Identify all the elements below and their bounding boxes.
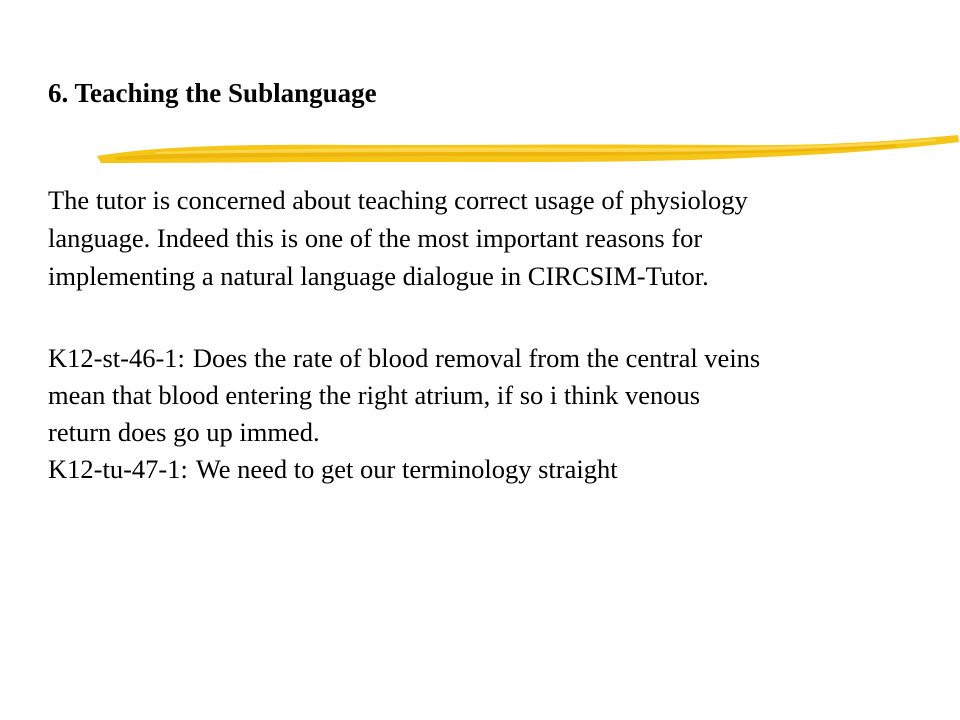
yellow-brush-stroke-divider — [95, 132, 960, 176]
dialogue-turn-tutor — [48, 451, 908, 488]
dialogue-excerpt — [48, 340, 908, 488]
utterance-line: return does go up immed. — [48, 417, 320, 447]
dialogue-turn-student — [48, 340, 908, 377]
speaker-label: K12-tu-47-1: — [48, 454, 188, 484]
paragraph-line: language. Indeed this is one of the most important reasons for — [48, 223, 703, 253]
utterance-line: We need to get our terminology straight — [195, 454, 618, 484]
speaker-label: K12-st-46-1: — [48, 343, 185, 373]
intro-paragraph — [48, 181, 908, 295]
paragraph-line: implementing a natural language dialogue in CIRCSIM-Tutor. — [48, 261, 709, 291]
utterance-line: Does the rate of blood removal from the central veins — [192, 343, 761, 373]
utterance-line: mean that blood entering the right atrium, if so i think venous — [48, 380, 701, 410]
paragraph-line: The tutor is concerned about teaching correct usage of physiology — [48, 185, 748, 215]
slide-title: 6. Teaching the Sublanguage — [48, 78, 377, 108]
